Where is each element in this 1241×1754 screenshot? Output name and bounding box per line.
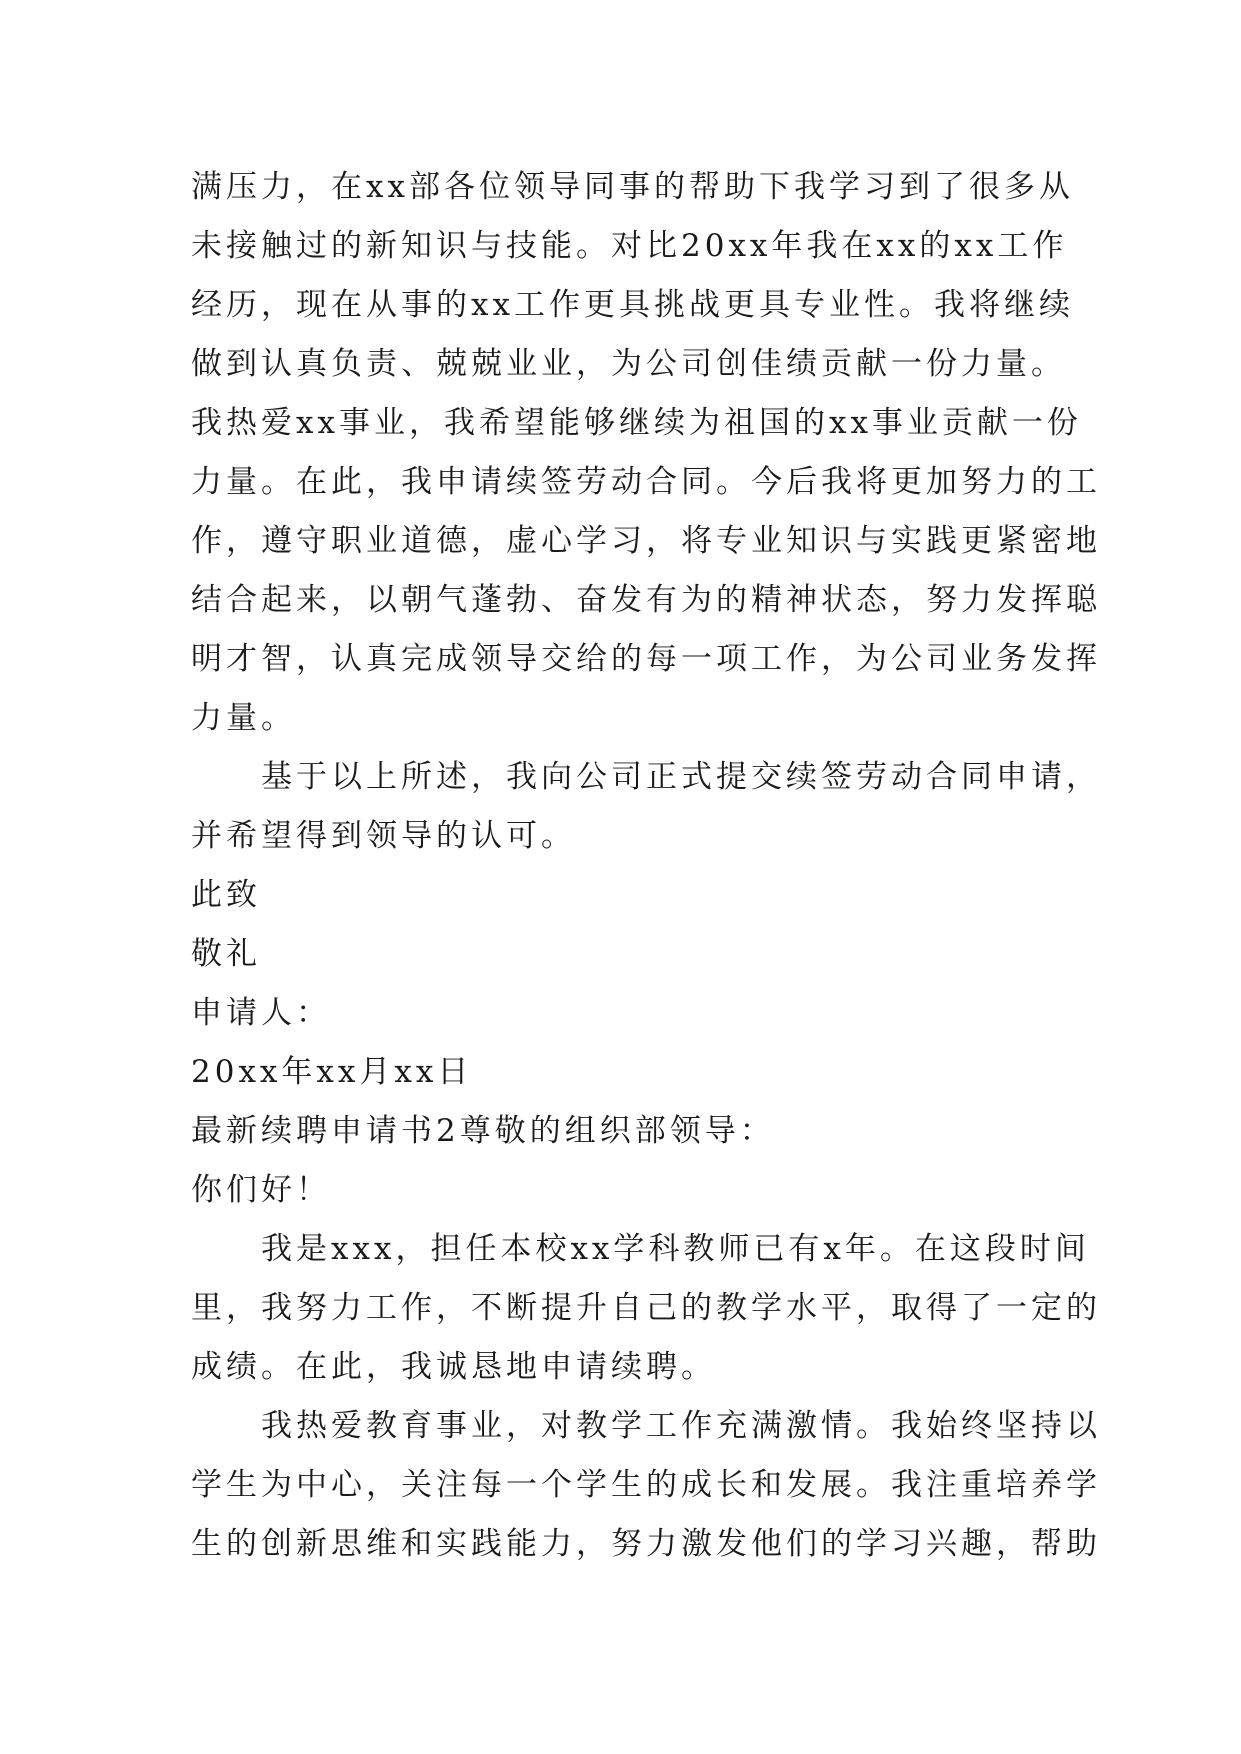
text-line: 基于以上所述，我向公司正式提交续签劳动合同申请， xyxy=(261,759,1101,795)
text-line: 成绩。在此，我诚恳地申请续聘。 xyxy=(191,1349,716,1385)
closing-line: 此致 xyxy=(191,877,261,913)
text-line: 结合起来，以朝气蓬勃、奋发有为的精神状态，努力发挥聪 xyxy=(191,582,1101,618)
text-line: 未接触过的新知识与技能。对比20xx年我在xx的xx工作 xyxy=(191,228,1068,264)
text-line: 满压力，在xx部各位领导同事的帮助下我学习到了很多从 xyxy=(191,169,1074,205)
text-line: 经历，现在从事的xx工作更具挑战更具专业性。我将继续 xyxy=(191,287,1074,323)
text-line: 学生为中心，关注每一个学生的成长和发展。我注重培养学 xyxy=(191,1467,1101,1503)
document-body xyxy=(191,158,1101,1574)
text-line: 并希望得到领导的认可。 xyxy=(191,818,576,854)
paragraph-1 xyxy=(191,158,1101,748)
text-line: 做到认真负责、兢兢业业，为公司创佳绩贡献一份力量。 xyxy=(191,346,1066,382)
greeting-line: 你们好！ xyxy=(191,1172,331,1208)
paragraph-3 xyxy=(191,1220,1101,1397)
applicant-label: 申请人： xyxy=(191,995,331,1031)
text-line: 力量。在此，我申请续签劳动合同。今后我将更加努力的工 xyxy=(191,464,1101,500)
salute-line: 敬礼 xyxy=(191,936,261,972)
paragraph-2 xyxy=(191,748,1101,866)
text-line: 里，我努力工作，不断提升自己的教学水平，取得了一定的 xyxy=(191,1290,1101,1326)
text-line: 我热爱xx事业，我希望能够继续为祖国的xx事业贡献一份 xyxy=(191,405,1082,441)
text-line: 明才智，认真完成领导交给的每一项工作，为公司业务发挥 xyxy=(191,641,1101,677)
text-line: 作，遵守职业道德，虚心学习，将专业知识与实践更紧密地 xyxy=(191,523,1101,559)
text-line: 生的创新思维和实践能力，努力激发他们的学习兴趣，帮助 xyxy=(191,1526,1101,1562)
text-line: 力量。 xyxy=(191,700,296,736)
text-line: 我热爱教育事业，对教学工作充满激情。我始终坚持以 xyxy=(261,1408,1101,1444)
date-line: 20xx年xx月xx日 xyxy=(191,1054,473,1090)
text-line: 我是xxx，担任本校xx学科教师已有x年。在这段时间 xyxy=(261,1231,1090,1267)
section-heading: 最新续聘申请书2尊敬的组织部领导： xyxy=(191,1113,775,1149)
paragraph-4 xyxy=(191,1397,1101,1574)
